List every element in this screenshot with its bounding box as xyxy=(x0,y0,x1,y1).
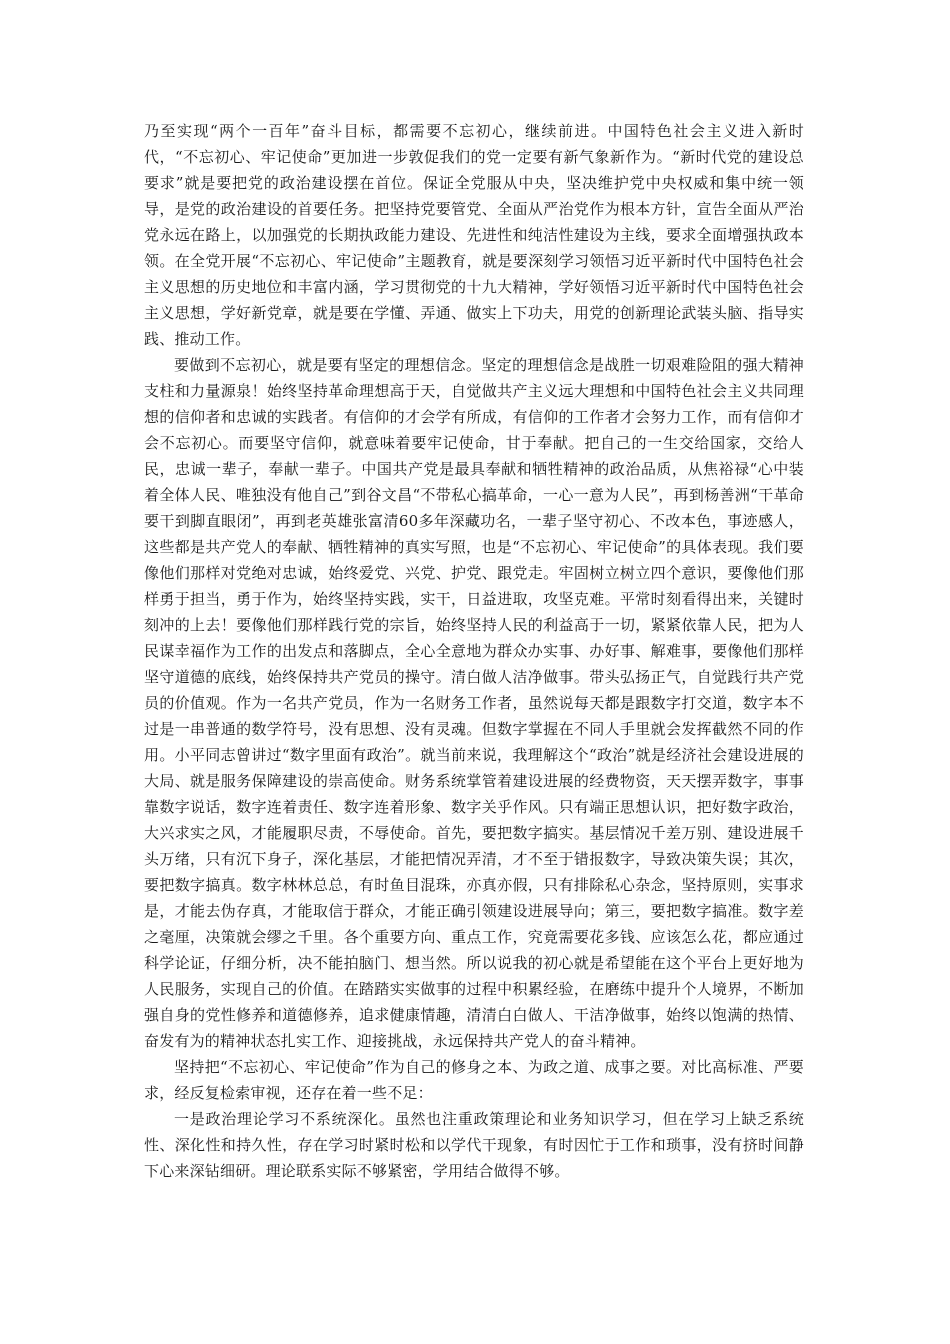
paragraph-4: 一是政治理论学习不系统深化。虽然也注重政策理论和业务知识学习，但在学习上缺乏系统性、深化性和持久性，存在学习时紧时松和以学代干现象，有时因忙于工作和琐事，没有挤时间静下心来深钻细研。理论联系实际不够紧密，学用结合做得不够。 xyxy=(144,1110,804,1180)
document-body xyxy=(144,118,804,1184)
paragraph-2: 要做到不忘初心，就是要有坚定的理想信念。坚定的理想信念是战胜一切艰难险阻的强大精神支柱和力量源泉！始终坚持革命理想高于天，自觉做共产主义远大理想和中国特色社会主义共同理想的信仰者和忠诚的实践者。有信仰的才会学有所成，有信仰的工作者才会努力工作，而有信仰才会不忘初心。而要坚守信仰，就意味着要牢记使命，甘于奉献。把自己的一生交给国家，交给人民，忠诚一辈子，奉献一辈子。中国共产党是最具奉献和牺牲精神的政治品质，从焦裕禄“心中装着全体人民、唯独没有他自己”到谷文昌“不带私心搞革命，一心一意为人民”，再到杨善洲“干革命要干到脚直眼闭”，再到老英雄张富清60多年深藏功名，一辈子坚守初心、不改本色，事迹感人，这些都是共产党人的奉献、牺牲精神的真实写照，也是“不忘初心、牢记使命”的具体表现。我们要像他们那样对党绝对忠诚，始终爱党、兴党、护党、跟党走。牢固树立树立四个意识，要像他们那样勇于担当，勇于作为，始终坚持实践，实干，日益进取，攻坚克难。平常时刻看得出来，关键时刻冲的上去！要像他们那样践行党的宗旨，始终坚持人民的利益高于一切，紧紧依靠人民，把为人民谋幸福作为工作的出发点和落脚点，全心全意地为群众办实事、办好事、解难事，要像他们那样坚守道德的底线，始终保持共产党员的操守。清白做人洁净做事。带头弘扬正气，自觉践行共产党员的价值观。作为一名共产党员，作为一名财务工作者，虽然说每天都是跟数字打交道，数字本不过是一串普通的数学符号，没有思想、没有灵魂。但数字掌握在不同人手里就会发挥截然不同的作用。小平同志曾讲过“数字里面有政治”。就当前来说，我理解这个“政治”就是经济社会建设进展的大局、就是服务保障建设的崇高使命。财务系统掌管着建设进展的经费物资，天天摆弄数字，事事靠数字说话，数字连着责任、数字连着形象、数字关乎作风。只有端正思想认识，把好数字政治，大兴求实之风，才能履职尽责，不辱使命。首先，要把数字搞实。基层情况千差万别、建设进展千头万绪，只有沉下身子，深化基层，才能把情况弄清，才不至于错报数字，导致决策失误；其次，要把数字搞真。数字林林总总，有时鱼目混珠，亦真亦假，只有排除私心杂念，坚持原则，实事求是，才能去伪存真，才能取信于群众，才能正确引领建设进展导向；第三，要把数字搞准。数字差之毫厘，决策就会缪之千里。各个重要方向、重点工作，究竟需要花多钱、应该怎么花，都应通过科学论证，仔细分析，决不能拍脑门、想当然。所以说我的初心就是希望能在这个平台上更好地为人民服务，实现自己的价值。在踏踏实实做事的过程中积累经验，在磨练中提升个人境界，不断加强自身的党性修养和道德修养，追求健康情趣，清清白白做人、干洁净做事，始终以饱满的热情、奋发有为的精神状态扎实工作、迎接挑战，永远保持共产党人的奋斗精神。 xyxy=(144,356,804,1050)
paragraph-3: 坚持把“不忘初心、牢记使命”作为自己的修身之本、为政之道、成事之要。对比高标准、严要求，经反复检索审视，还存在着一些不足： xyxy=(144,1058,804,1102)
paragraph-1: 乃至实现“两个一百年”奋斗目标，都需要不忘初心，继续前进。中国特色社会主义进入新时代，“不忘初心、牢记使命”更加进一步敦促我们的党一定要有新气象新作为。“新时代党的建设总要求”就是要把党的政治建设摆在首位。保证全党服从中央，坚决维护党中央权威和集中统一领导，是党的政治建设的首要任务。把坚持党要管党、全面从严治党作为根本方针，宣告全面从严治党永远在路上，以加强党的长期执政能力建设、先进性和纯洁性建设为主线，要求全面增强执政本领。在全党开展“不忘初心、牢记使命”主题教育，就是要深刻学习领悟习近平新时代中国特色社会主义思想的历史地位和丰富内涵，学习贯彻党的十九大精神，学好领悟习近平新时代中国特色社会主义思想，学好新党章，就是要在学懂、弄通、做实上下功夫，用党的创新理论武装头脑、指导实践、推动工作。 xyxy=(144,122,804,348)
